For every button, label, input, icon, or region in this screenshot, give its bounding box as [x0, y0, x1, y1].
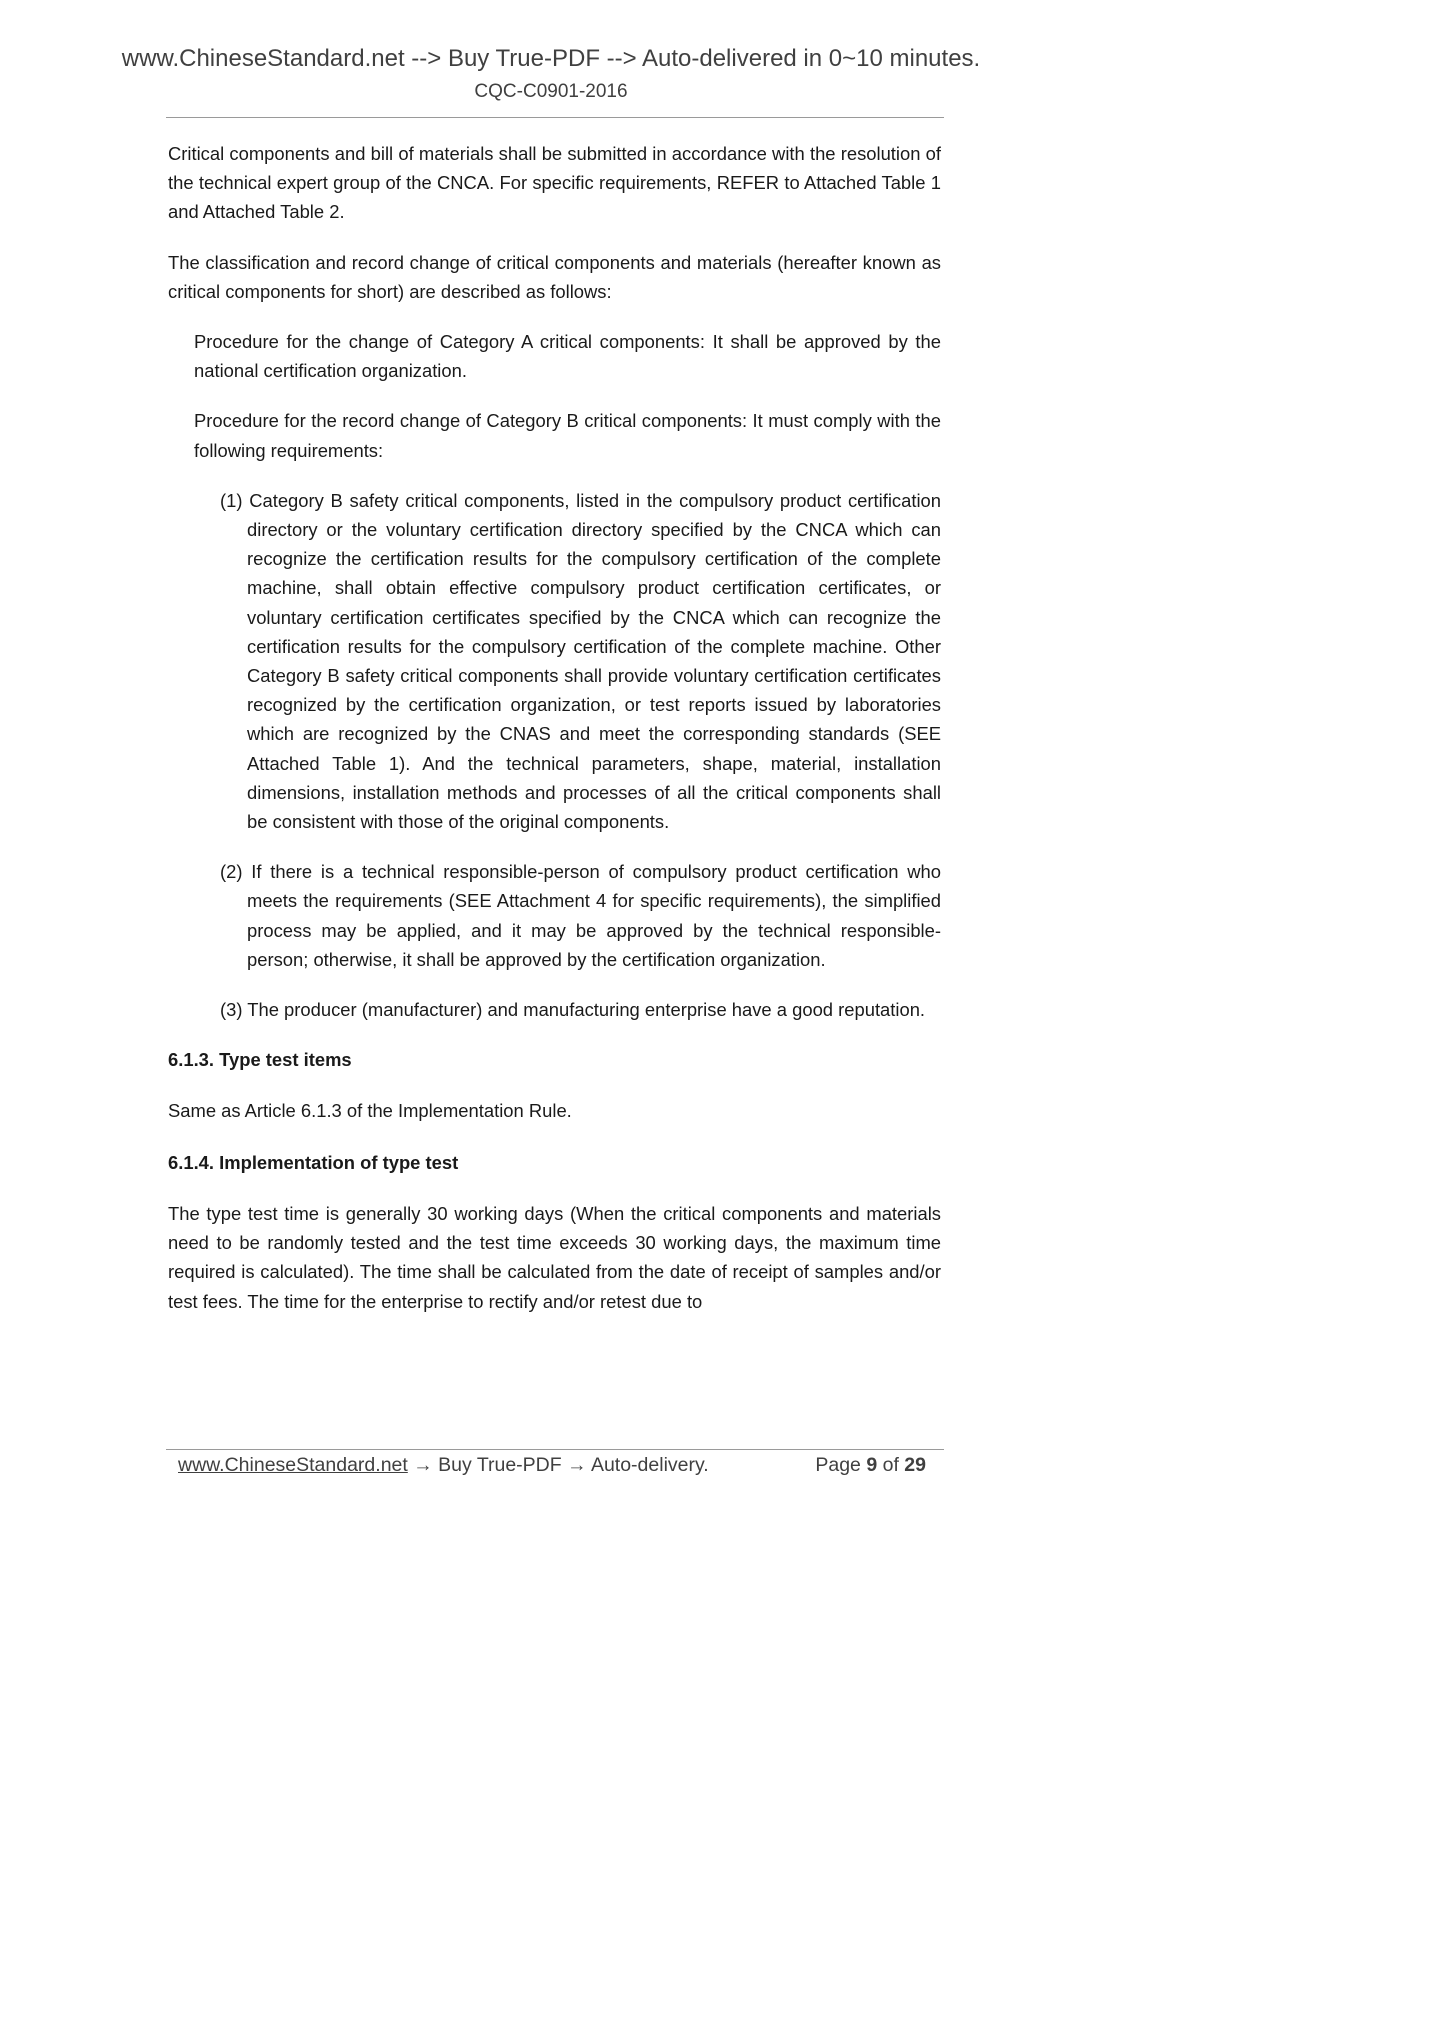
footer-site-link[interactable]: www.ChineseStandard.net: [178, 1454, 408, 1476]
page-number: 9: [866, 1454, 878, 1476]
list-item-3: (3) The producer (manufacturer) and manufacturing enterprise have a good reputation.: [220, 999, 926, 1021]
paragraph-classification: The classification and record change of critical components and materials (hereafter known as critical components for short) are described as follows:: [168, 251, 941, 302]
page-footer: [178, 1452, 938, 1478]
page-indicator: [815, 1452, 926, 1478]
header-divider: [166, 117, 944, 118]
paragraph-critical-components: Critical components and bill of materials shall be submitted in accordance with the resolution of the technical expert group of the CNCA. For specific requirements, REFER to Attached Table 1 and Attached Table 2.: [168, 143, 941, 223]
section-heading-type-test-items: 6.1.3. Type test items: [168, 1049, 352, 1071]
list-item-1: (1) Category B safety critical components, listed in the compulsory product certification directory or the voluntary certification directory specified by the CNCA which can recognize the certification results for the compulsory certification of the complete machine, shall obtain effective compulsory product certification certificates, or voluntary certification certificates specified by the CNCA which can recognize the certification results for the compulsory certification of the complete machine. Other Category B safety critical components shall provide voluntary certification certificates recognized by the certification organization, or test reports issued by laboratories which are recognized by the CNAS and meet the corresponding standards (SEE Attached Table 1). And the technical parameters, shape, material, installation dimensions, installation methods and processes of all the critical components shall be consistent with those of the original components.: [220, 489, 941, 833]
paragraph-category-a: Procedure for the change of Category A critical components: It shall be approved by the national certification organization.: [194, 331, 941, 382]
document-id: CQC-C0901-2016: [474, 81, 628, 102]
list-item-2: (2) If there is a technical responsible-person of compulsory product certification who meets the requirements (SEE Attachment 4 for specific requirements), the simplified process may be applied, and it may be approved by the technical responsible-person; otherwise, it shall be approved by the certification organization.: [220, 861, 941, 970]
section-heading-implementation: 6.1.4. Implementation of type test: [168, 1151, 459, 1173]
paragraph-category-b: Procedure for the record change of Category B critical components: It must comply with the following requirements:: [194, 410, 941, 461]
header-banner: www.ChineseStandard.net --> Buy True-PDF --> Auto-delivered in 0~10 minutes.: [121, 45, 981, 72]
total-pages: 29: [904, 1454, 926, 1476]
page-content: [168, 139, 941, 1316]
of-word: of: [882, 1454, 899, 1476]
page-word: Page: [815, 1454, 861, 1476]
paragraph-type-test-time: The type test time is generally 30 working days (When the critical components and materials need to be randomly tested and the test time exceeds 30 working days, the maximum time required is calculated). The time shall be calculated from the date of receipt of samples and/or test fees. The time for the enterprise to rectify and/or retest due to: [168, 1202, 941, 1312]
footer-divider: [166, 1449, 944, 1450]
paragraph-same-as-article: Same as Article 6.1.3 of the Implementation Rule.: [168, 1100, 572, 1122]
footer-left: [178, 1452, 709, 1478]
footer-tagline: → Buy True-PDF → Auto-delivery.: [407, 1454, 709, 1476]
